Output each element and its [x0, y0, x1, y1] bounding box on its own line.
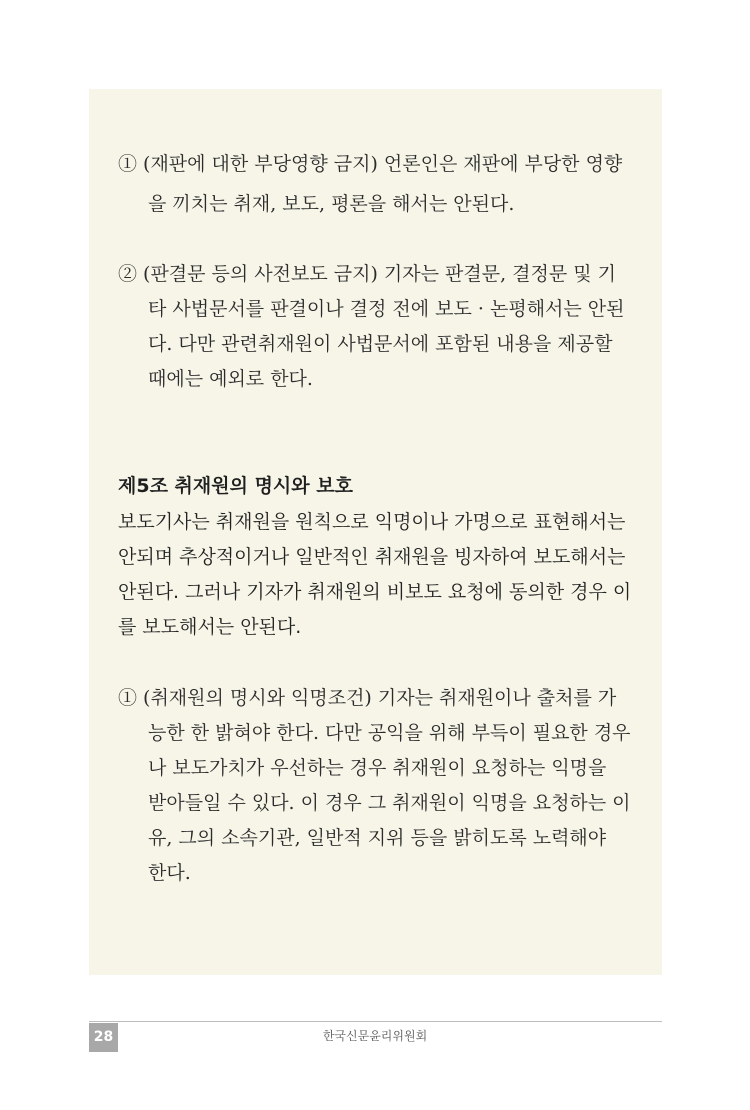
clause-line: 때에는 예외로 한다. — [148, 368, 313, 390]
clause-line: ① (취재원의 명시와 익명조건) 기자는 취재원이나 출처를 가 — [118, 687, 617, 709]
clause-line: 받아들일 수 있다. 이 경우 그 취재원이 익명을 요청하는 이 — [148, 792, 631, 814]
article-body-line: 안되며 추상적이거나 일반적인 취재원을 빙자하여 보도해서는 — [118, 546, 626, 568]
clause-line: ② (판결문 등의 사전보도 금지) 기자는 판결문, 결정문 및 기 — [118, 263, 617, 285]
clause-line: 유, 그의 소속기관, 일반적 지위 등을 밝히도록 노력해야 — [148, 827, 607, 849]
article-body-line: 안된다. 그러나 기자가 취재원의 비보도 요청에 동의한 경우 이 — [118, 581, 632, 603]
clause-line: ① (재판에 대한 부당영향 금지) 언론인은 재판에 부당한 영향 — [118, 153, 623, 175]
article-body-line: 를 보도해서는 안된다. — [118, 616, 302, 638]
clause-line: 한다. — [148, 862, 191, 884]
clause-line: 능한 한 밝혀야 한다. 다만 공익을 위해 부득이 필요한 경우 — [148, 722, 631, 744]
page-number: 28 — [89, 1023, 118, 1052]
clause-line: 다. 다만 관련취재원이 사법문서에 포함된 내용을 제공할 — [148, 333, 613, 355]
clause-line: 을 끼치는 취재, 보도, 평론을 해서는 안된다. — [148, 193, 515, 215]
footer-divider — [89, 1021, 662, 1022]
clause-line: 나 보도가치가 우선하는 경우 취재원이 요청하는 익명을 — [148, 757, 607, 779]
article-body-line: 보도기사는 취재원을 원칙으로 익명이나 가명으로 표현해서는 — [118, 511, 626, 533]
article-heading: 제5조 취재원의 명시와 보호 — [118, 475, 353, 497]
clause-line: 타 사법문서를 판결이나 결정 전에 보도 · 논평해서는 안된 — [148, 298, 625, 320]
publisher-name: 한국신문윤리위원회 — [322, 1029, 428, 1043]
